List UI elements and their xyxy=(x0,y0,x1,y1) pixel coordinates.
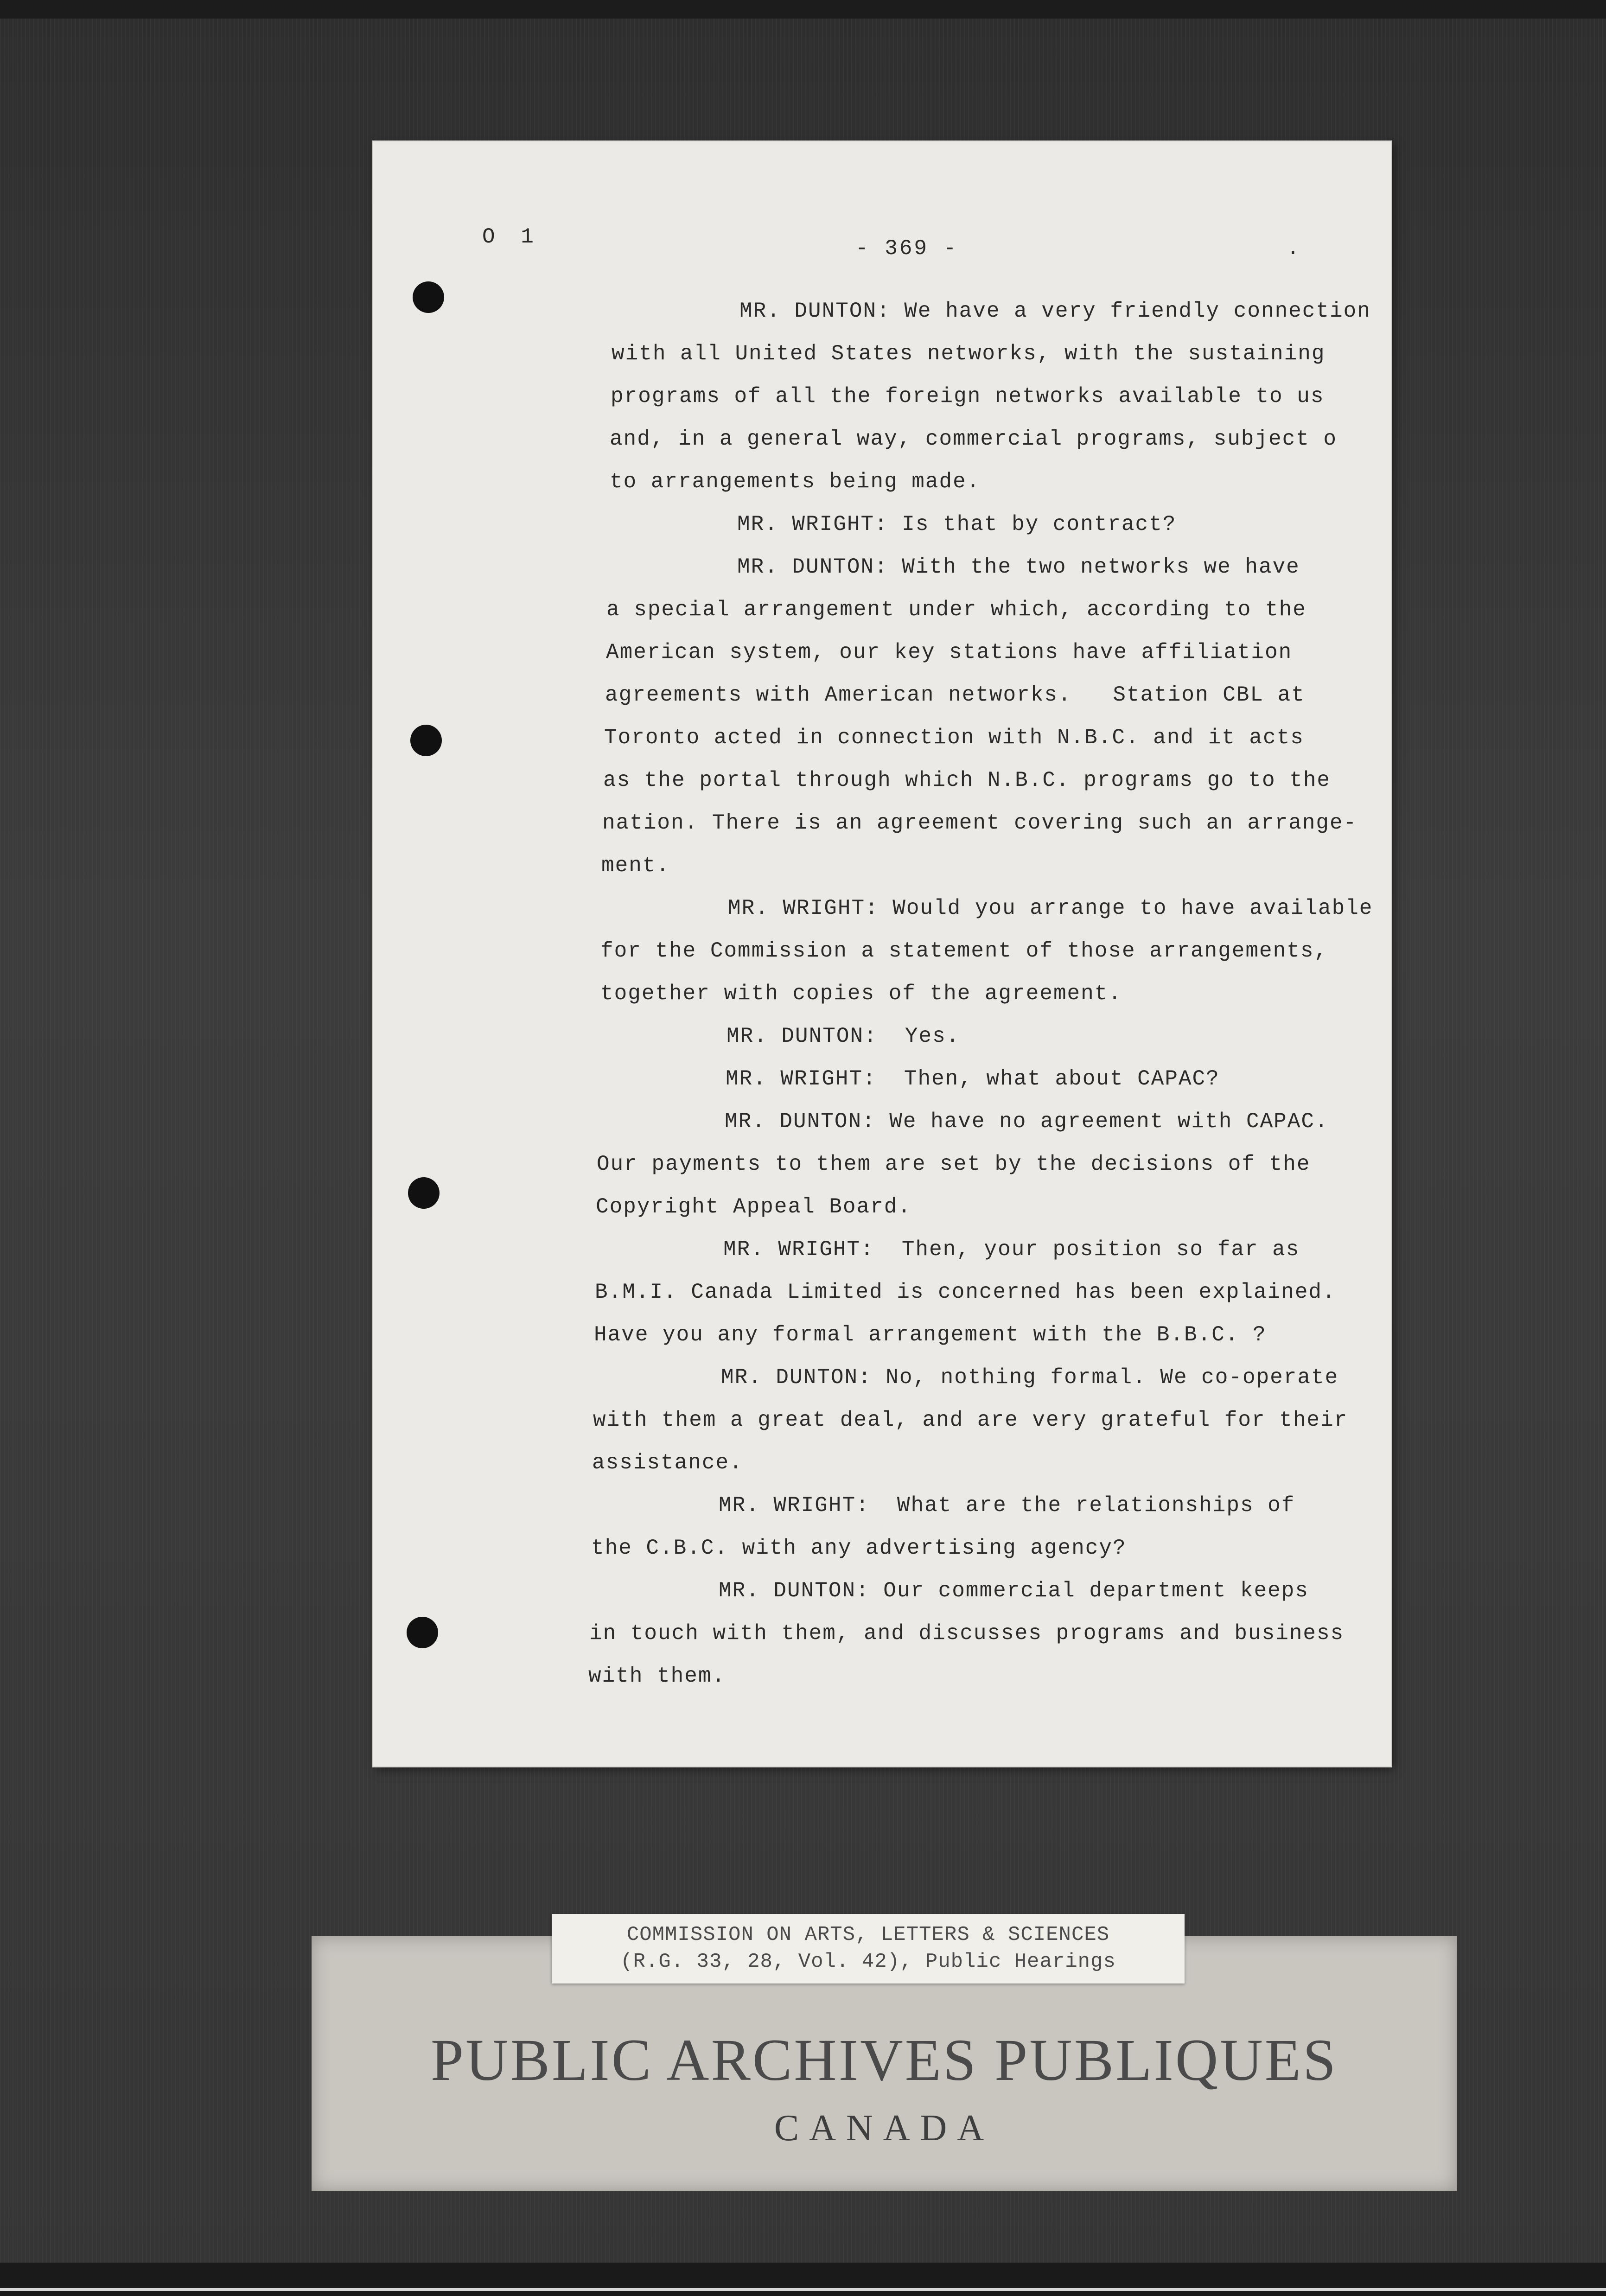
punch-hole xyxy=(413,281,444,313)
punch-hole xyxy=(407,1617,438,1648)
transcript-line: with all United States networks, with the sustaining xyxy=(612,342,1326,366)
transcript-line: nation. There is an agreement covering such an arrange- xyxy=(602,811,1357,835)
transcript-line: a special arrangement under which, according to the xyxy=(606,598,1306,622)
transcript-line: programs of all the foreign networks available to us xyxy=(611,384,1325,408)
transcript-line: MR. DUNTON: We have no agreement with CAPAC. xyxy=(725,1110,1329,1134)
archive-tape-label xyxy=(552,1914,1185,1983)
transcript-line: agreements with American networks. Station CBL at xyxy=(605,683,1305,707)
punch-hole xyxy=(410,725,442,756)
transcript-line: the C.B.C. with any advertising agency? xyxy=(591,1536,1127,1560)
tape-label-line: COMMISSION ON ARTS, LETTERS & SCIENCES xyxy=(626,1923,1110,1946)
section-marker: O 1 xyxy=(482,225,540,249)
film-edge-bottom xyxy=(0,2263,1606,2296)
transcript-line: as the portal through which N.B.C. programs go to the xyxy=(603,768,1331,792)
film-edge-top xyxy=(0,0,1606,19)
document-page xyxy=(373,141,1391,1767)
transcript-line: for the Commission a statement of those arrangements, xyxy=(600,939,1328,963)
transcript-line: to arrangements being made. xyxy=(610,470,981,494)
archives-stamp-title: PUBLIC ARCHIVES PUBLIQUES xyxy=(430,2027,1338,2093)
transcript-line: in touch with them, and discusses programs and business xyxy=(589,1621,1345,1645)
transcript-line: Copyright Appeal Board. xyxy=(596,1195,911,1219)
page-number: - 369 - xyxy=(855,236,958,261)
archives-stamp-country: CANADA xyxy=(774,2108,994,2149)
transcript-line: MR. WRIGHT: Is that by contract? xyxy=(737,512,1177,536)
transcript-line: MR. DUNTON: Our commercial department keeps xyxy=(719,1579,1309,1603)
transcript-line: MR. DUNTON: We have a very friendly connection xyxy=(739,299,1371,323)
transcript-line: MR. WRIGHT: Would you arrange to have available xyxy=(728,896,1373,920)
transcript-line: together with copies of the agreement. xyxy=(600,982,1122,1006)
transcript-line: MR. DUNTON: Yes. xyxy=(727,1024,960,1048)
transcript-line: assistance. xyxy=(592,1451,743,1475)
transcript-line: MR. WRIGHT: Then, your position so far as xyxy=(723,1237,1300,1262)
punch-hole xyxy=(408,1177,440,1209)
transcript-line: MR. DUNTON: No, nothing formal. We co-operate xyxy=(721,1365,1339,1390)
corner-mark: . xyxy=(1287,236,1300,261)
transcript-line: with them a great deal, and are very grateful for their xyxy=(593,1408,1348,1432)
transcript-line: and, in a general way, commercial programs, subject o xyxy=(610,427,1338,451)
transcript-line: B.M.I. Canada Limited is concerned has been explained. xyxy=(595,1280,1336,1304)
transcript-line: Toronto acted in connection with N.B.C. and it acts xyxy=(604,726,1304,750)
film-edge-line xyxy=(0,2288,1606,2291)
transcript-line: Our payments to them are set by the decisions of the xyxy=(597,1152,1311,1176)
transcript-line: American system, our key stations have affiliation xyxy=(606,640,1293,664)
transcript-line: MR. DUNTON: With the two networks we have xyxy=(737,555,1300,579)
tape-label-line: (R.G. 33, 28, Vol. 42), Public Hearings xyxy=(620,1950,1116,1973)
transcript-line: MR. WRIGHT: Then, what about CAPAC? xyxy=(726,1067,1220,1091)
transcript-line: Have you any formal arrangement with the B.B.C. ? xyxy=(594,1323,1267,1347)
transcript-line: ment. xyxy=(601,854,670,878)
transcript-line: MR. WRIGHT: What are the relationships of xyxy=(719,1493,1295,1518)
transcript-line: with them. xyxy=(588,1664,726,1688)
